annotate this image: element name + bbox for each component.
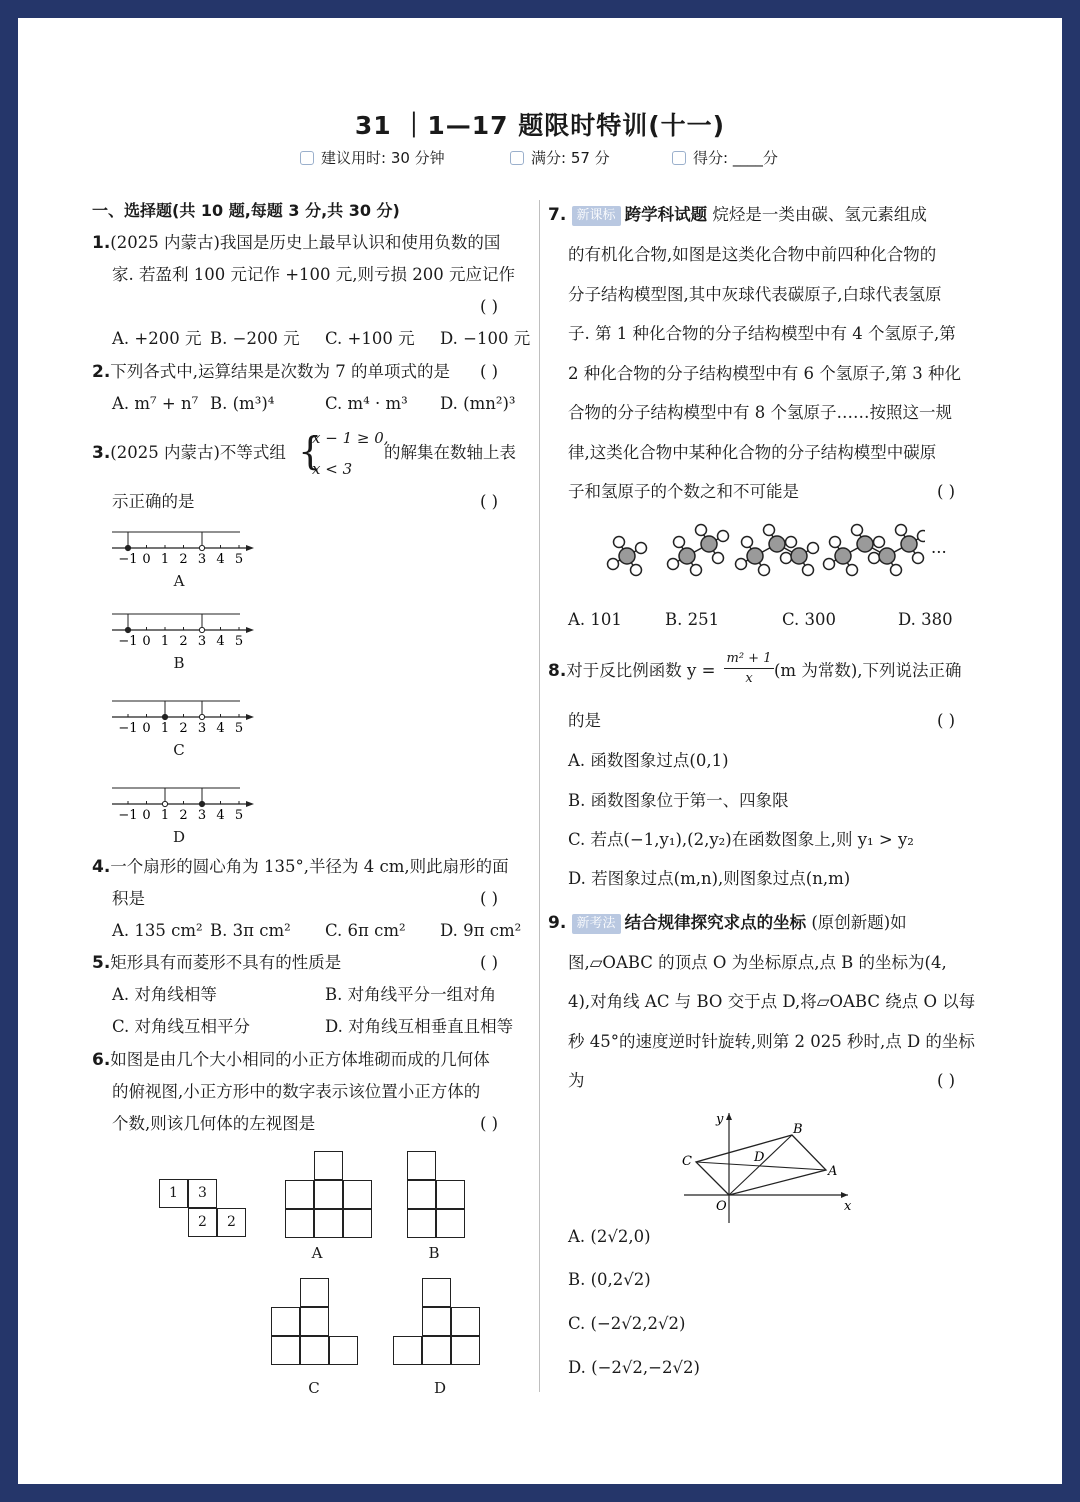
column-divider: [539, 200, 540, 1392]
y-label: y: [716, 1112, 724, 1127]
q3-label-a: A: [173, 572, 185, 590]
q3-answer-paren: ( ): [480, 492, 499, 511]
q9-line2: 图,▱OABC 的顶点 O 为坐标原点,点 B 的坐标为(4,: [568, 953, 947, 972]
tick-label: 3: [197, 552, 207, 567]
q4-line2: 积是: [112, 889, 145, 908]
q6-line2: 的俯视图,小正方形中的数字表示该位置小正方体的: [112, 1082, 481, 1101]
q9-option-d: D. (−2√2,−2√2): [568, 1358, 700, 1377]
carbon-atom: [857, 536, 873, 552]
pen-icon: [672, 151, 686, 165]
top-view-cell: 1: [159, 1179, 188, 1208]
molecule-models: [605, 520, 925, 590]
number-line-b: [112, 614, 254, 649]
hydrogen-atom: [852, 525, 863, 536]
q7-ellipsis: ···: [931, 543, 947, 562]
q6-label-d: D: [433, 1379, 447, 1397]
q7-option-c: C. 300: [782, 610, 837, 629]
q9-line4: 秒 45°的速度逆时针旋转,则第 2 025 秒时,点 D 的坐标: [568, 1032, 975, 1051]
q9-line3: 4),对角线 AC 与 BO 交于点 D,将▱OABC 绕点 O 以每: [568, 992, 976, 1011]
full-score: 满分: 57 分: [510, 147, 610, 168]
q6-line3: 个数,则该几何体的左视图是: [112, 1114, 316, 1133]
q5-answer-paren: ( ): [480, 953, 499, 972]
y-axis-arrow: [726, 1113, 732, 1120]
number-line-d: [112, 788, 254, 823]
hydrogen-atom: [891, 565, 902, 576]
q8-option-d: D. 若图象过点(m,n),则图象过点(n,m): [568, 869, 851, 888]
q3-label-b: B: [173, 654, 185, 672]
top-view-cell: 3: [188, 1179, 217, 1208]
q3-line1b: 的解集在数轴上表: [384, 443, 516, 462]
q6-answer-paren: ( ): [480, 1114, 499, 1133]
hydrogen-atom: [614, 537, 625, 548]
hydrogen-atom: [803, 565, 814, 576]
top-view-cell: 2: [188, 1208, 217, 1237]
q6-label-c: C: [308, 1379, 320, 1397]
number-line-a: [112, 532, 254, 567]
system-brace: {: [298, 429, 323, 473]
tick-label: 2: [179, 808, 188, 823]
tick-label: 0: [142, 808, 151, 823]
q8-option-b: B. 函数图象位于第一、四象限: [568, 791, 789, 810]
tick-label: 0: [142, 721, 151, 736]
fraction-denominator: x: [745, 671, 753, 686]
q5-option-c: C. 对角线互相平分: [112, 1017, 251, 1036]
hydrogen-atom: [786, 537, 797, 548]
tick-label: 4: [216, 634, 225, 649]
tick-label: −1: [118, 552, 138, 567]
q4-option-d: D. 9π cm²: [440, 921, 522, 940]
tick-label: 1: [160, 552, 170, 567]
q7-option-d: D. 380: [898, 610, 953, 629]
q8-option-a: A. 函数图象过点(0,1): [568, 751, 729, 770]
q9-line1: 9. 新考法 结合规律探究求点的坐标 (原创新题)如: [548, 913, 907, 933]
q4-option-b: B. 3π cm²: [210, 921, 291, 940]
q2-option-c: C. m⁴ · m³: [325, 394, 408, 413]
q4-answer-paren: ( ): [480, 889, 499, 908]
q7-answer-paren: ( ): [937, 482, 956, 501]
tick-label: 4: [216, 721, 225, 736]
q6-label-b: B: [428, 1244, 440, 1262]
q1-option-c: C. +100 元: [325, 329, 415, 348]
point-b-label: B: [793, 1122, 803, 1137]
tick-label: 2: [179, 721, 188, 736]
parallelogram-figure: [676, 1105, 866, 1225]
q4-line1: 4.一个扇形的圆心角为 135°,半径为 4 cm,则此扇形的面: [92, 857, 509, 877]
q8-line1b: (m 为常数),下列说法正确: [774, 661, 962, 680]
q7-line3: 分子结构模型图,其中灰球代表碳原子,白球代表氢原: [568, 285, 942, 304]
hydrogen-atom: [918, 531, 926, 542]
hydrogen-atom: [608, 559, 619, 570]
q9-option-c: C. (−2√2,2√2): [568, 1314, 686, 1333]
point-a-label: A: [828, 1164, 838, 1179]
tick-label: 5: [234, 808, 244, 823]
hydrogen-atom: [808, 543, 819, 554]
hydrogen-atom: [847, 565, 858, 576]
carbon-atom: [619, 548, 635, 564]
q1-line2: 家. 若盈利 100 元记作 +100 元,则亏损 200 元应记作: [112, 265, 516, 284]
score-field: 得分: ____分: [672, 147, 778, 168]
hydrogen-atom: [830, 537, 841, 548]
tick-label: 4: [216, 808, 225, 823]
q7-line2: 的有机化合物,如图是这类化合物中前四种化合物的: [568, 245, 937, 264]
tick-label: 1: [160, 808, 170, 823]
q1-option-d: D. −100 元: [440, 329, 531, 348]
point-c-label: C: [682, 1154, 692, 1169]
tick-label: −1: [118, 721, 138, 736]
q8-line1a: 8.对于反比例函数 y =: [548, 661, 716, 681]
q2-line1: 2.下列各式中,运算结果是次数为 7 的单项式的是: [92, 362, 451, 382]
q8-answer-paren: ( ): [937, 711, 956, 730]
carbon-atom: [901, 536, 917, 552]
q3-label-d: D: [172, 828, 186, 846]
tick-label: 2: [179, 634, 188, 649]
hydrogen-atom: [913, 553, 924, 564]
q2-option-d: D. (mn²)³: [440, 394, 516, 413]
q2-option-b: B. (m³)⁴: [210, 394, 275, 413]
q7-line8: 子和氢原子的个数之和不可能是: [568, 482, 799, 501]
clock-icon: [300, 151, 314, 165]
q1-option-b: B. −200 元: [210, 329, 300, 348]
q8-line2: 的是: [568, 711, 601, 730]
q8-fraction: [724, 650, 774, 689]
q3-label-c: C: [173, 741, 185, 759]
hydrogen-atom: [736, 559, 747, 570]
q7-line4: 子. 第 1 种化合物的分子结构模型中有 4 个氢原子,第: [568, 324, 956, 343]
carbon-atom: [879, 548, 895, 564]
q4-option-c: C. 6π cm²: [325, 921, 406, 940]
x-axis-arrow: [841, 1192, 848, 1198]
fraction-numerator: m² + 1: [724, 650, 774, 669]
q9-option-a: A. (2√2,0): [568, 1227, 651, 1246]
q8-option-c: C. 若点(−1,y₁),(2,y₂)在函数图象上,则 y₁ > y₂: [568, 830, 914, 849]
q9-line5: 为: [568, 1071, 585, 1090]
tick-label: −1: [118, 634, 138, 649]
q7-line6: 合物的分子结构模型中有 8 个氢原子……按照这一规: [568, 403, 952, 422]
q6-label-a: A: [311, 1244, 323, 1262]
q2-option-a: A. m⁷ + n⁷: [112, 394, 199, 413]
tick-label: 5: [234, 721, 244, 736]
hydrogen-atom: [691, 565, 702, 576]
q5-option-b: B. 对角线平分一组对角: [325, 985, 497, 1004]
hydrogen-atom: [869, 553, 880, 564]
hydrogen-atom: [764, 525, 775, 536]
q3-line1a: 3.(2025 内蒙古)不等式组: [92, 443, 286, 463]
q4-option-a: A. 135 cm²: [112, 921, 203, 940]
tick-label: 5: [234, 552, 244, 567]
x-label: x: [844, 1199, 852, 1214]
q7-option-a: A. 101: [568, 610, 622, 629]
hydrogen-atom: [781, 553, 792, 564]
tick-label: 3: [197, 808, 207, 823]
q5-line1: 5.矩形具有而菱形不具有的性质是: [92, 953, 342, 973]
carbon-atom: [747, 548, 763, 564]
q9-tag-badge: 新考法: [572, 914, 621, 934]
hydrogen-atom: [742, 537, 753, 548]
hydrogen-atom: [824, 559, 835, 570]
q1-option-a: A. +200 元: [112, 329, 202, 348]
q7-line5: 2 种化合物的分子结构模型中有 6 个氢原子,第 3 种化: [568, 364, 961, 383]
carbon-atom: [679, 548, 695, 564]
point-d-label: D: [754, 1150, 765, 1165]
q1-answer-paren: ( ): [480, 297, 499, 316]
hydrogen-atom: [718, 531, 729, 542]
tick-label: 1: [160, 721, 170, 736]
q3-system-1: x − 1 ≥ 0,: [312, 429, 389, 447]
tick-label: 5: [234, 634, 244, 649]
carbon-atom: [701, 536, 717, 552]
tick-label: −1: [118, 808, 138, 823]
q9-answer-paren: ( ): [937, 1071, 956, 1090]
q3-line2: 示正确的是: [112, 492, 195, 511]
top-view-cell: 2: [217, 1208, 246, 1237]
q7-tag-badge: 新课标: [572, 206, 621, 226]
hydrogen-atom: [636, 543, 647, 554]
tick-label: 3: [197, 634, 207, 649]
q9-option-b: B. (0,2√2): [568, 1270, 651, 1289]
carbon-atom: [835, 548, 851, 564]
suggested-time: 建议用时: 30 分钟: [300, 147, 445, 168]
q3-system-2: x < 3: [312, 460, 353, 478]
hydrogen-atom: [668, 559, 679, 570]
carbon-atom: [769, 536, 785, 552]
q6-line1: 6.如图是由几个大小相同的小正方体堆砌而成的几何体: [92, 1050, 490, 1070]
hydrogen-atom: [896, 525, 907, 536]
number-line-options: [108, 518, 268, 858]
carbon-atom: [791, 548, 807, 564]
tick-label: 1: [160, 634, 170, 649]
q7-line1: 7. 新课标 跨学科试题 烷烃是一类由碳、氢元素组成: [548, 205, 927, 225]
q7-option-b: B. 251: [665, 610, 720, 629]
hydrogen-atom: [696, 525, 707, 536]
q2-answer-paren: ( ): [480, 362, 499, 381]
q7-line7: 律,这类化合物中某种化合物的分子结构模型中碳原: [568, 443, 937, 462]
q5-option-d: D. 对角线互相垂直且相等: [325, 1017, 514, 1036]
score-icon: [510, 151, 524, 165]
hydrogen-atom: [674, 537, 685, 548]
hydrogen-atom: [713, 553, 724, 564]
number-line-c: [112, 701, 254, 736]
section-heading: 一、选择题(共 10 题,每题 3 分,共 30 分): [92, 201, 400, 220]
q1-line1: 1.(2025 内蒙古)我国是历史上最早认识和使用负数的国: [92, 233, 501, 253]
page-title: 31 ｜1—17 题限时特训(十一): [354, 111, 726, 140]
hydrogen-atom: [874, 537, 885, 548]
tick-label: 4: [216, 552, 225, 567]
origin-label: O: [716, 1199, 727, 1214]
tick-label: 3: [197, 721, 207, 736]
tick-label: 2: [179, 552, 188, 567]
tick-label: 0: [142, 634, 151, 649]
hydrogen-atom: [631, 565, 642, 576]
q5-option-a: A. 对角线相等: [112, 985, 217, 1004]
hydrogen-atom: [759, 565, 770, 576]
tick-label: 0: [142, 552, 151, 567]
